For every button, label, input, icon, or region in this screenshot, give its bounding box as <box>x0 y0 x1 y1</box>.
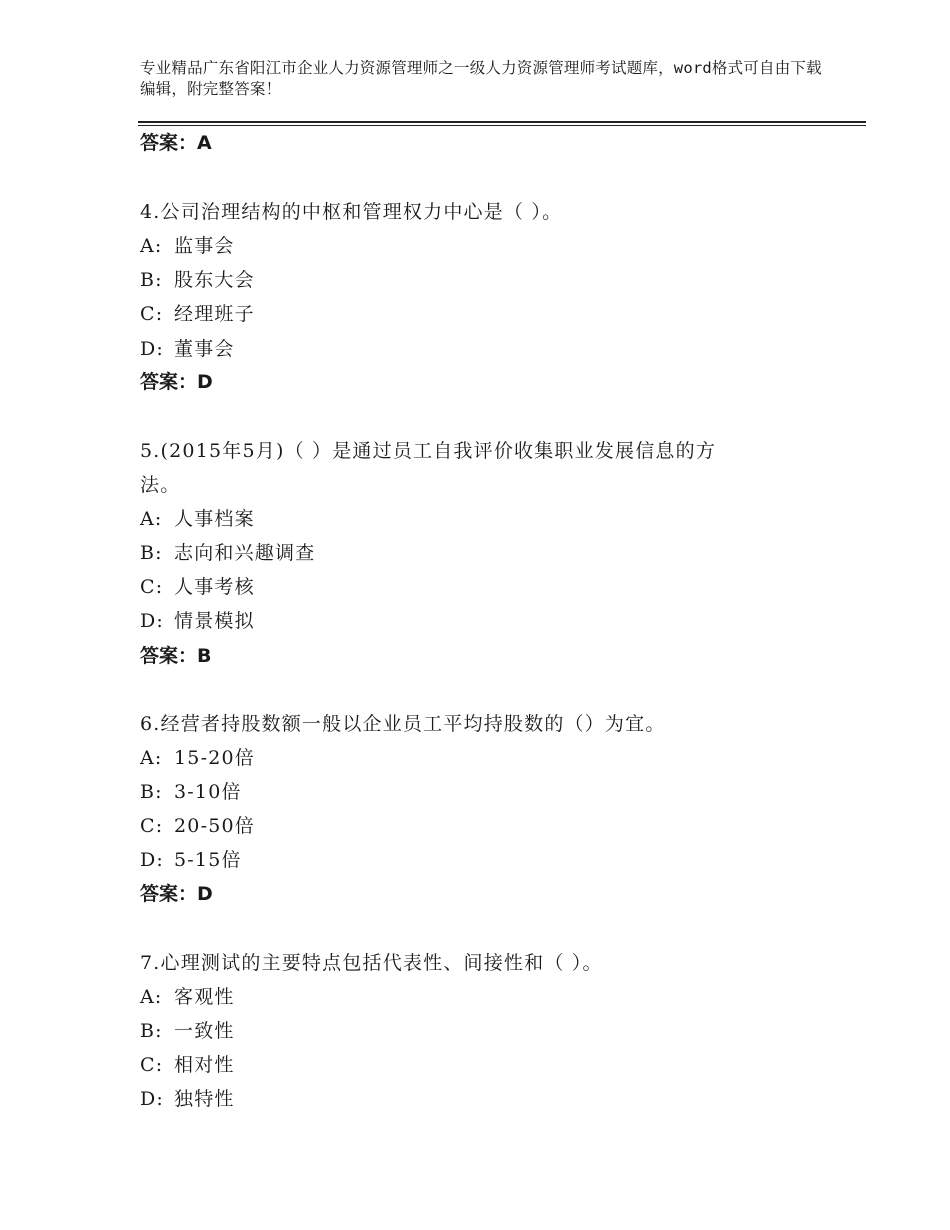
option-text: 志向和兴趣调查 <box>174 542 316 564</box>
option-text: 人事考核 <box>174 576 255 598</box>
answer-value: D <box>197 371 213 393</box>
option-text: 董事会 <box>174 338 235 360</box>
option-letter: B: <box>140 781 163 803</box>
question-5-answer <box>140 644 212 668</box>
question-4-option-a <box>140 234 235 258</box>
option-text: 5-15倍 <box>174 849 242 871</box>
document-header: 专业精品广东省阳江市企业人力资源管理师之一级人力资源管理师考试题库，word格式可自由下载编辑，附完整答案！ <box>140 59 822 98</box>
answer-line-q3 <box>140 131 212 155</box>
header-rule-thick <box>138 121 866 123</box>
option-letter: A: <box>140 986 163 1008</box>
option-letter: D: <box>140 849 165 871</box>
option-letter: C: <box>140 815 164 837</box>
question-7-option-d <box>140 1087 235 1111</box>
option-letter: C: <box>140 1054 164 1076</box>
option-text: 客观性 <box>174 986 235 1008</box>
question-5-option-b <box>140 541 315 565</box>
question-6-option-a <box>140 746 255 770</box>
option-text: 一致性 <box>174 1020 235 1042</box>
option-letter: A: <box>140 508 163 530</box>
answer-value: D <box>197 883 213 905</box>
option-letter: D: <box>140 338 165 360</box>
option-text: 经理班子 <box>174 303 255 325</box>
answer-label: 答案： <box>140 645 198 667</box>
question-5-stem-line2: 法。 <box>140 474 181 496</box>
answer-value: A <box>197 132 212 154</box>
option-letter: C: <box>140 303 164 325</box>
question-6-option-c <box>140 814 255 838</box>
option-text: 监事会 <box>174 235 235 257</box>
option-text: 15-20倍 <box>174 747 255 769</box>
option-letter: C: <box>140 576 164 598</box>
option-text: 人事档案 <box>174 508 255 530</box>
question-6-answer <box>140 882 213 906</box>
option-letter: A: <box>140 747 163 769</box>
question-4-option-c <box>140 302 255 326</box>
header-rule-thin <box>138 125 866 126</box>
option-text: 相对性 <box>174 1054 235 1076</box>
question-7-option-b <box>140 1019 235 1043</box>
option-letter: D: <box>140 610 165 632</box>
question-7-option-a <box>140 985 235 1009</box>
option-letter: D: <box>140 1088 165 1110</box>
question-6-option-d <box>140 848 242 872</box>
question-6-stem: 6.经营者持股数额一般以企业员工平均持股数的（）为宜。 <box>140 713 666 735</box>
question-4-answer <box>140 370 213 394</box>
question-7-option-c <box>140 1053 235 1077</box>
option-text: 股东大会 <box>174 269 255 291</box>
option-letter: B: <box>140 269 163 291</box>
option-letter: A: <box>140 235 163 257</box>
question-5-option-d <box>140 609 255 633</box>
answer-label: 答案： <box>140 371 198 393</box>
option-letter: B: <box>140 542 163 564</box>
answer-label: 答案： <box>140 883 198 905</box>
answer-value: B <box>197 645 212 667</box>
answer-label: 答案： <box>140 132 198 154</box>
question-4-stem: 4.公司治理结构的中枢和管理权力中心是（ ）。 <box>140 201 563 223</box>
question-4-option-d <box>140 337 235 361</box>
question-4-option-b <box>140 268 255 292</box>
question-5-option-c <box>140 575 255 599</box>
question-5-option-a <box>140 507 255 531</box>
question-7-stem: 7.心理测试的主要特点包括代表性、间接性和（ ）。 <box>140 952 603 974</box>
question-6-option-b <box>140 780 242 804</box>
option-letter: B: <box>140 1020 163 1042</box>
option-text: 3-10倍 <box>174 781 242 803</box>
option-text: 独特性 <box>174 1088 235 1110</box>
question-5-stem-line1: 5.(2015年5月)（ ）是通过员工自我评价收集职业发展信息的方 <box>140 440 717 462</box>
option-text: 20-50倍 <box>174 815 255 837</box>
option-text: 情景模拟 <box>174 610 255 632</box>
